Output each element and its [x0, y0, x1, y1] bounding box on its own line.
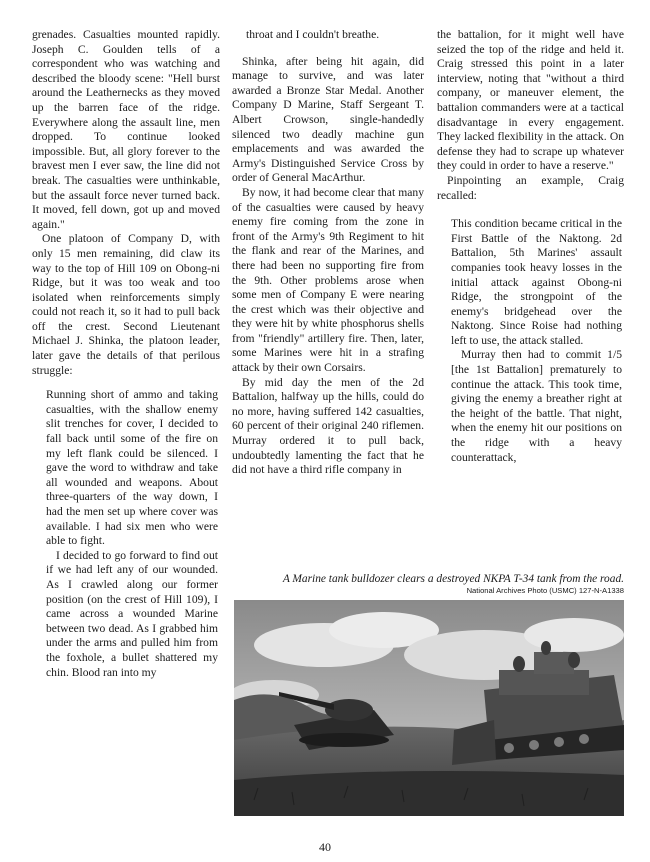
paragraph: Pinpointing an example, Craig recalled: [437, 173, 624, 202]
paragraph: One platoon of Company D, with only 15 men remaining, did claw its way to the top of Hill 109 on Obong-ni Ridge, but it was too weak and too isolated when reinforcements simply could not reach it, so it had to pull back off the crest. Second Lieutenant Michael J. Shinka, the platoon leader, later gave the details of that perilous struggle: [32, 232, 220, 377]
block-quote [437, 217, 624, 465]
photo-illustration [234, 600, 624, 816]
paragraph: the battalion, for it might well have seized the top of the ridge and held it. Craig stressed this point in a later interview, noting that "without a third company, or maneuver element, the battalion commanders were at a tactical disadvantage in every engagement. They lacked flexibility in the attack. On defense they had to scrape up whatever they could in order to have a reserve." [437, 28, 624, 173]
paragraph: Shinka, after being hit again, did manage to survive, and was later awarded a Bronze Star Medal. Another Company D Marine, Staff Sergeant T. Albert Crowson, single-handedly silenced two deadly machine gun emplacements and was awarded the Army's Distinguished Service Cross by order of General MacArthur. [232, 54, 424, 185]
text-column-3 [437, 28, 624, 568]
text-column-2 [232, 28, 424, 568]
paragraph: grenades. Casualties mounted rapidly. Joseph C. Goulden tells of a correspondent who was watching and described the bloody scene: "Hell burst around the Leathernecks as they moved up the barren face of the ridge. Everywhere along the assault line, men dropped. To continue looked impossible. But, all glory forever to the bravest men I ever saw, the line did not break. The casualties were unthinkable, but the assault force never turned back. It moved, fell down, got up and moved again." [32, 28, 220, 231]
block-quote [32, 388, 220, 680]
quote-paragraph: Murray then had to commit 1/5 [the 1st Battalion] prematurely to continue the attack. This took time, giving the enemy a breather right at the height of the battle. That night, when the enemy hit our positions on the ridge with a heavy counterattack, [451, 348, 622, 464]
paragraph: By now, it had become clear that many of the casualties were caused by heavy enemy fire coming from the zone in front of the Army's 9th Regiment to hit the flank and rear of the Marines, and there had been no supporting fire from the 9th. Other problems arose when some men of Company E were nearing the crest which was their objective and they were hit by white phosphorus shells from "friendly" artillery fire. Then, later, some Marines were hit in a strafing attack by their own Corsairs. [232, 185, 424, 375]
photo-credit: National Archives Photo (USMC) 127-N-A1338 [466, 586, 624, 595]
photo-tank-bulldozer [234, 600, 624, 816]
quote-paragraph: This condition became critical in the First Battle of the Naktong. 2d Battalion, 5th Marines' assault companies took heavy losses in the initial attack against Obong-ni Ridge, the strongpoint of the enemy's bridgehead over the Naktong. Since Roise had nothing left to use, the attack stalled. [451, 217, 622, 347]
quote-paragraph: I decided to go forward to find out if we had left any of our wounded. As I crawled along our former position (on the crest of Hill 109), I came across a wounded Marine between two dead. As I grabbed him under the arms and pulled him from the foxhole, a bullet shattered my chin. Blood ran into my [46, 548, 218, 679]
figure-caption: A Marine tank bulldozer clears a destroyed NKPA T-34 tank from the road. [282, 573, 624, 585]
text-column-1 [32, 28, 220, 838]
quote-paragraph: Running short of ammo and taking casualties, with the shallow enemy slit trenches for cover, I decided to fall back until some of the fire on my left flank could be silenced. I gave the word to withdraw and take all wounded and weapons. About three-quarters of the way down, I had the men set up where cover was available. I had six men who were able to fight. [46, 388, 218, 548]
page-number: 40 [319, 840, 331, 854]
quote-continuation: throat and I couldn't breathe. [246, 28, 380, 41]
paragraph: By mid day the men of the 2d Battalion, halfway up the hills, could do no more, having suffered 142 casualties, 60 percent of their original 240 riflemen. Murray ordered it to pull back, undoubtedly lamenting the fact that he did not have a third rifle company in [232, 375, 424, 477]
